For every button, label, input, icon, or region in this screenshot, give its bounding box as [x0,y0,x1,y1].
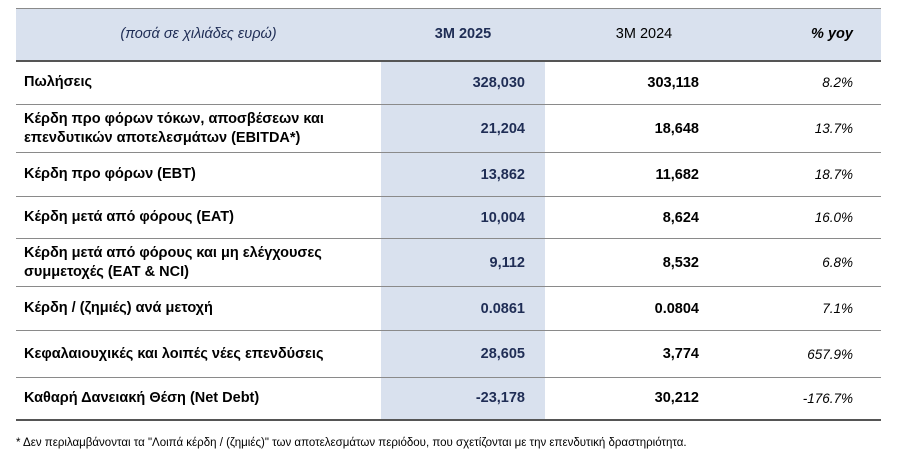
value-3m-2024: 8,624 [545,197,743,239]
value-yoy: 13.7% [743,105,881,153]
value-yoy: 7.1% [743,287,881,331]
row-label: Κέρδη μετά από φόρους και μη ελέγχουσες συμμετοχές (EAT & NCI) [16,239,381,287]
financial-results-table [16,8,881,421]
value-3m-2025: 28,605 [381,331,545,378]
value-3m-2025: 328,030 [381,61,545,105]
row-eat-nci [16,239,881,287]
value-3m-2024: 3,774 [545,331,743,378]
row-label: Κέρδη / (ζημιές) ανά μετοχή [16,287,381,331]
footnote: * Δεν περιλαμβάνονται τα "Λοιπά κέρδη / (ζημιές)" των αποτελεσμάτων περιόδου, που σχετίζονται με την επενδυτική δραστηριότητα. [16,437,687,449]
value-yoy: 18.7% [743,153,881,197]
value-3m-2025: 0.0861 [381,287,545,331]
row-label: Κέρδη προ φόρων (EBT) [16,153,381,197]
value-3m-2024: 8,532 [545,239,743,287]
row-label: Πωλήσεις [16,61,381,105]
value-3m-2025: 10,004 [381,197,545,239]
row-eat [16,197,881,239]
header-yoy: % yoy [743,9,881,61]
row-capex [16,331,881,378]
value-3m-2025: -23,178 [381,378,545,420]
value-3m-2025: 9,112 [381,239,545,287]
row-ebitda [16,105,881,153]
row-net-debt [16,378,881,420]
row-label: Κεφαλαιουχικές και λοιπές νέες επενδύσεις [16,331,381,378]
header-row [16,9,881,61]
row-ebt [16,153,881,197]
value-3m-2025: 13,862 [381,153,545,197]
value-3m-2024: 18,648 [545,105,743,153]
value-3m-2024: 0.0804 [545,287,743,331]
value-yoy: 657.9% [743,331,881,378]
value-3m-2024: 30,212 [545,378,743,420]
value-yoy: 8.2% [743,61,881,105]
header-units-label: (ποσά σε χιλιάδες ευρώ) [16,9,381,61]
header-3m-2025: 3M 2025 [381,9,545,61]
value-yoy: 16.0% [743,197,881,239]
value-3m-2024: 303,118 [545,61,743,105]
row-label: Καθαρή Δανειακή Θέση (Net Debt) [16,378,381,420]
value-3m-2025: 21,204 [381,105,545,153]
row-sales [16,61,881,105]
value-yoy: -176.7% [743,378,881,420]
row-eps [16,287,881,331]
row-label: Κέρδη προ φόρων τόκων, αποσβέσεων και επενδυτικών αποτελεσμάτων (EBITDA*) [16,105,381,153]
header-3m-2024: 3M 2024 [545,9,743,61]
row-label: Κέρδη μετά από φόρους (EAT) [16,197,381,239]
value-3m-2024: 11,682 [545,153,743,197]
value-yoy: 6.8% [743,239,881,287]
